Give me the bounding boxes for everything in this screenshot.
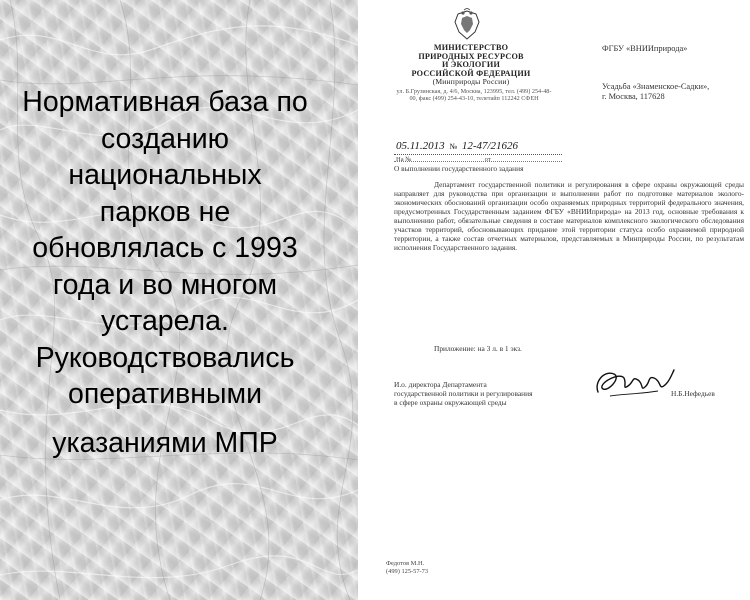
slide-line: обновлялась с 1993 [32, 232, 298, 264]
ministry-letter [366, 0, 750, 600]
number-sign: № [449, 142, 458, 151]
executor-phone: (499) 125-57-73 [386, 568, 429, 575]
slide-line: парков не [99, 195, 231, 228]
ministry-short-name: (Минприроды России) [432, 77, 510, 87]
signer-name: Н.Б.Нефедьев [671, 389, 715, 398]
signer-line: государственной политики и регулирования [394, 389, 533, 398]
signer-title [394, 380, 594, 407]
registration-no: 12-47/21626 [461, 140, 519, 152]
letter-body: Департамент государственной политики и регулирования в сфере охраны окружающей среды направляет для руководства при организации и выполнении работ по подготовке материалов эколого-экономических обоснований организации особо охраняемых природных территорий федерального значения, предусмотренных Государственным заданием ФГБУ «ВНИИприрода» на 2013 год, основные требования к выполнению работ, обязательные сведения в составе материалов комплексного экологического обследования участков территорий, обосновывающих придание этой территории статуса особо охраняемой природной территории, а также состав отчетных материалов, представляемых в Минприроды России, по результатам исполнения Государственного задания. [394, 180, 744, 252]
ministry-header [396, 44, 546, 87]
signer-line: в сфере охраны окружающей среды [394, 398, 507, 407]
line-spacer [0, 413, 350, 425]
recipient-address-line: Усадьба «Знаменское-Садки», [602, 82, 710, 91]
slide-line: указаниями МПР [52, 426, 278, 459]
slide-line: национальных [68, 159, 262, 191]
reference-underline [394, 161, 562, 162]
ministry-address: ул. Б.Грузинская, д. 4/6, Москва, 123995, тел. (499) 254-48-00, факс (499) 254-43-10, телетайп 112242 СФЕН [396, 88, 552, 103]
executor-info [386, 560, 428, 576]
ministry-line: И ЭКОЛОГИИ [441, 60, 501, 70]
reference-on-label: На № [396, 156, 412, 163]
handwritten-signature [592, 364, 676, 400]
executor-name: Федотов М.Н. [386, 560, 425, 567]
ministry-line: РОССИЙСКОЙ ФЕДЕРАЦИИ [411, 68, 531, 78]
slide-line: устарела. [101, 305, 229, 337]
letter-subject: О выполнении государственного задания [394, 164, 524, 173]
ministry-line: МИНИСТЕРСТВО [433, 43, 509, 52]
slide-statement [0, 84, 350, 461]
slide-line: года и во многом [52, 268, 278, 301]
registration-date: 05.11.2013 [396, 140, 445, 152]
ministry-line: ПРИРОДНЫХ РЕСУРСОВ [418, 51, 524, 61]
attachment-note: Приложение: на 3 л. в 1 экз. [434, 344, 522, 353]
signer-line: И.о. директора Департамента [394, 380, 487, 389]
coat-of-arms-icon [452, 8, 482, 42]
slide-line: оперативными [67, 378, 263, 410]
marble-text-panel [0, 0, 358, 600]
registration-underline [394, 154, 562, 155]
slide-line: созданию [100, 122, 230, 155]
recipient-org: ФГБУ «ВНИИприрода» [602, 44, 688, 53]
reference-from-label: от [484, 156, 491, 163]
recipient-address-line: г. Москва, 117628 [602, 92, 665, 101]
registration-number [396, 140, 596, 152]
recipient-block [602, 44, 742, 102]
slide-line: Нормативная база по [22, 86, 308, 118]
slide-line: Руководствовались [35, 341, 295, 374]
